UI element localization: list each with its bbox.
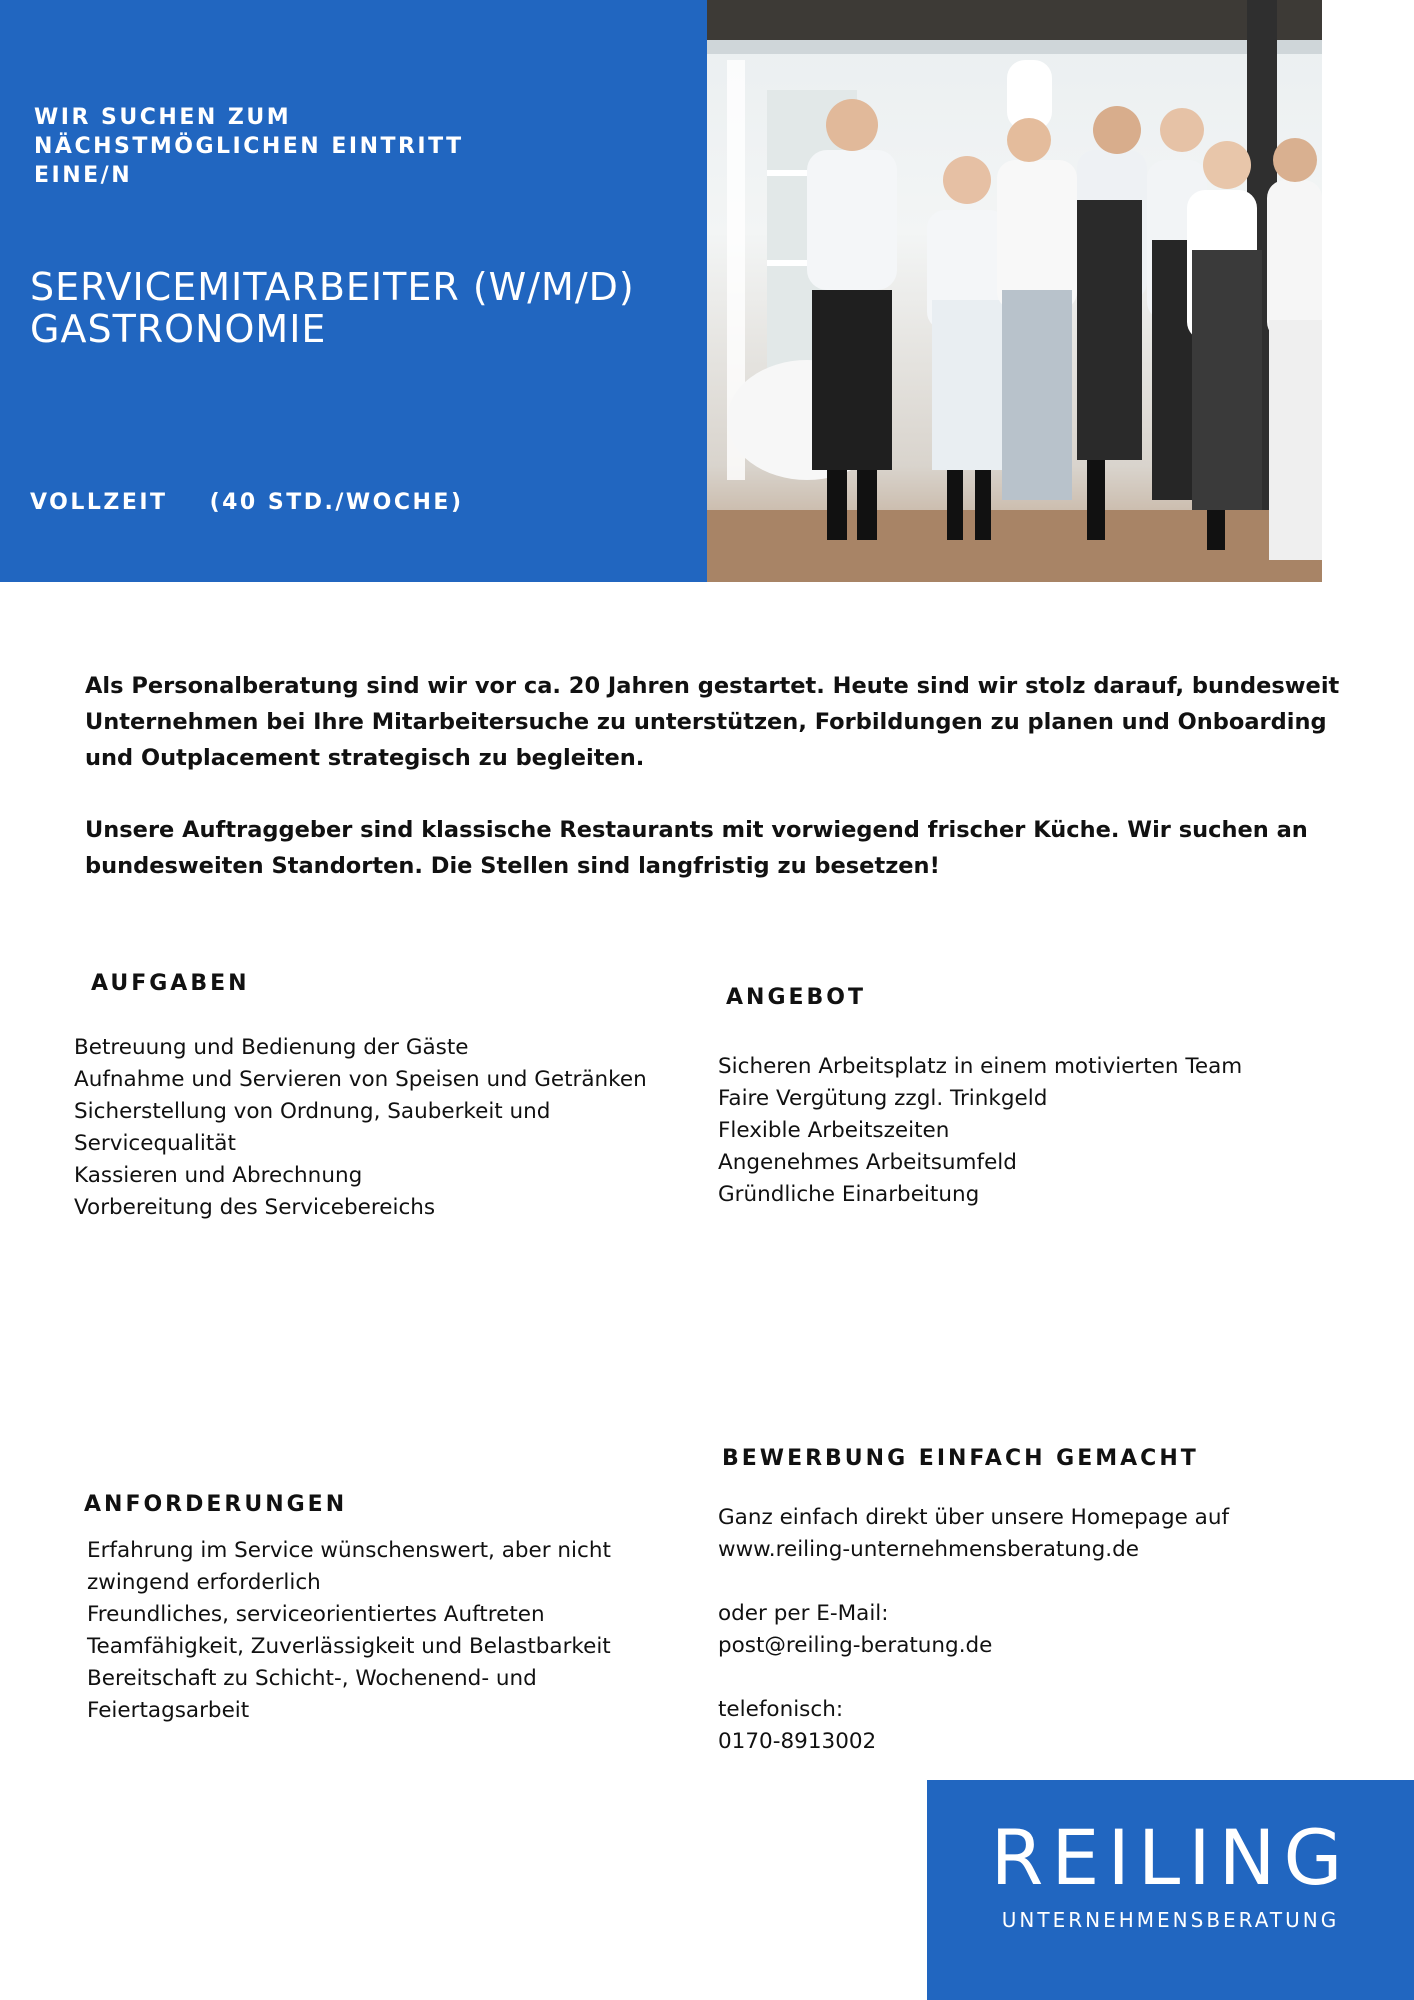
list-item: Betreuung und Bedienung der Gäste <box>74 1035 469 1060</box>
employment-type: VOLLZEIT <box>30 490 168 515</box>
brand-subtitle: UNTERNEHMENSBERATUNG <box>1001 1908 1340 1932</box>
team-photo-illustration <box>707 0 1322 582</box>
phone-number[interactable]: 0170-8913002 <box>718 1729 877 1754</box>
team-photo <box>707 0 1322 582</box>
list-item: Kassieren und Abrechnung <box>74 1163 363 1188</box>
job-title <box>30 266 710 350</box>
weekly-hours: (40 STD./WOCHE) <box>209 490 464 515</box>
employment-info <box>30 490 464 515</box>
bewerbung-heading: BEWERBUNG EINFACH GEMACHT <box>722 1446 1199 1471</box>
homepage-link[interactable]: www.reiling-unternehmensberatung.de <box>718 1537 1139 1562</box>
hero-kicker: WIR SUCHEN ZUM NÄCHSTMÖGLICHEN EINTRITT EINE/N <box>34 105 464 188</box>
list-item: Bereitschaft zu Schicht-, Wochenend- und <box>87 1666 537 1691</box>
aufgaben-heading: AUFGABEN <box>91 971 250 996</box>
list-item: Teamfähigkeit, Zuverlässigkeit und Belastbarkeit <box>87 1634 611 1659</box>
ceiling-beam <box>707 40 1322 54</box>
intro-paragraph-1 <box>85 668 1345 776</box>
email-label: oder per E-Mail: <box>718 1601 889 1626</box>
staff-group <box>807 60 1322 560</box>
homepage-text: Ganz einfach direkt über unsere Homepage auf <box>718 1505 1230 1530</box>
list-item: Faire Vergütung zzgl. Trinkgeld <box>718 1086 1048 1111</box>
ceiling-railing <box>707 0 1322 40</box>
list-item: Sicheren Arbeitsplatz in einem motivierten Team <box>718 1054 1243 1079</box>
list-item: Vorbereitung des Servicebereichs <box>74 1195 436 1220</box>
intro-text-2: Unsere Auftraggeber sind klassische Restaurants mit vorwiegend frischer Küche. Wir suchen an bundesweiten Standorten. Die Stellen sind langfristig zu besetzen! <box>85 817 1308 879</box>
list-item: Servicequalität <box>74 1131 236 1156</box>
contact-block <box>718 1502 1298 1758</box>
phone-label: telefonisch: <box>718 1697 844 1722</box>
list-item: Angenehmes Arbeitsumfeld <box>718 1150 1017 1175</box>
list-item: Sicherstellung von Ordnung, Sauberkeit und <box>74 1099 551 1124</box>
list-item: Freundliches, serviceorientiertes Auftreten <box>87 1602 545 1627</box>
email-link[interactable]: post@reiling-beratung.de <box>718 1633 993 1658</box>
tiled-floor <box>707 510 1322 582</box>
intro-text-1: Als Personalberatung sind wir vor ca. 20 Jahren gestartet. Heute sind wir stolz darauf, bundesweit Unternehmen bei Ihre Mitarbeitersuche zu unterstützen, Forbildungen zu planen und Onboarding und Outplacement strategisch zu begleiten. <box>85 673 1340 771</box>
list-item: Erfahrung im Service wünschenswert, aber nicht <box>87 1538 611 1563</box>
anforderungen-heading: ANFORDERUNGEN <box>84 1492 348 1517</box>
aufgaben-list <box>74 1032 647 1224</box>
angebot-list <box>718 1051 1242 1211</box>
brand-logo <box>927 1780 1414 2000</box>
list-item: Flexible Arbeitszeiten <box>718 1118 950 1143</box>
job-title-line-1: SERVICEMITARBEITER (W/M/D) <box>30 265 635 309</box>
hero-banner <box>0 0 707 582</box>
list-item: Aufnahme und Servieren von Speisen und Getränken <box>74 1067 647 1092</box>
list-item: Feiertagsarbeit <box>87 1698 250 1723</box>
angebot-heading: ANGEBOT <box>726 985 867 1010</box>
brand-name: REILING <box>990 1813 1351 1902</box>
job-title-line-2: GASTRONOMIE <box>30 307 327 351</box>
anforderungen-list <box>87 1535 611 1727</box>
list-item: zwingend erforderlich <box>87 1570 321 1595</box>
intro-paragraph-2 <box>85 812 1345 884</box>
list-item: Gründliche Einarbeitung <box>718 1182 980 1207</box>
